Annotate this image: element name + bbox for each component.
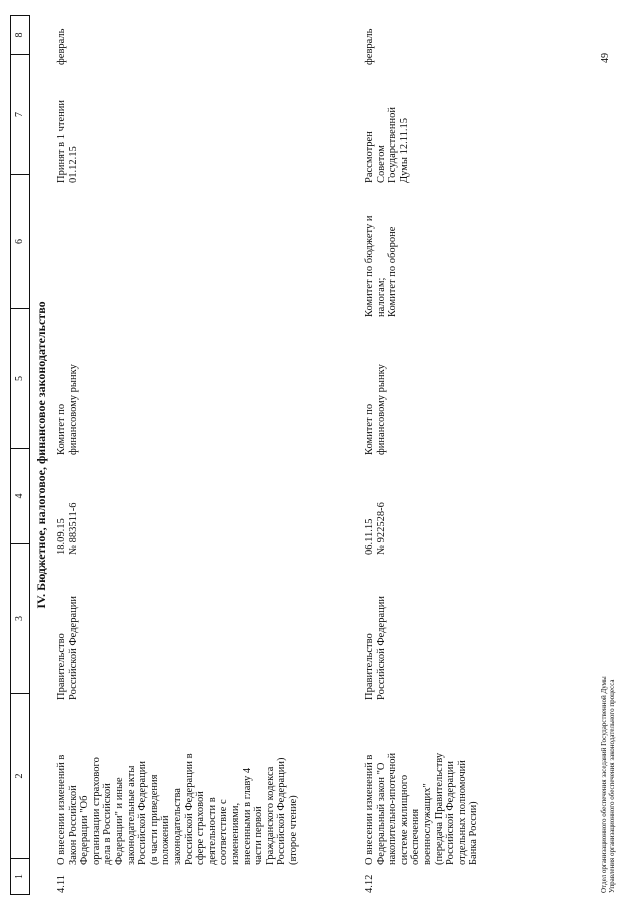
planned-month: февраль (56, 28, 67, 65)
responsible-committee: Комитет по финансовому рынку (364, 364, 387, 455)
bill-title: О внесении изменений в Федеральный закон "О накопительно-ипотечной системе жилищного обеспечения военнослужащих" (передача Правительству Российской Федерации отдельных полномочий Банка России) (364, 752, 480, 865)
column-header-6: 6 (11, 174, 29, 308)
bill-title: О внесении изменений в Закон Российской Федерации "Об организации страхового дела в Российской Федерации" и иные законодательные акты Российской Федерации (в части приведения положений законодательства Российской Федерации в сфере страховой деятельности в соответствие с изменениями, внесенными в главу 4 части первой Гражданского кодекса Российской Федерации) (второе чтение) (56, 753, 299, 865)
planned-month: февраль (364, 28, 375, 65)
co-committees: Комитет по бюджету и налогам; Комитет по обороне (364, 215, 399, 317)
date-number: 06.11.15 № 922528-6 (364, 502, 387, 555)
row-number: 4.12 (364, 874, 375, 893)
column-header-3: 3 (11, 543, 29, 693)
column-header-5: 5 (11, 308, 29, 448)
bill-status: Рассмотрен Советом Государственной Думы 12.11.15 (364, 107, 410, 183)
footer-directorate: Управления организационного обеспечения законодательного процесса (608, 679, 616, 893)
row-number: 4.11 (56, 875, 67, 893)
column-header-4: 4 (11, 448, 29, 543)
footer-department: Отдел организационного обеспечения заседаний Государственной Думы (600, 676, 608, 893)
initiator: Правительство Российской Федерации (56, 596, 79, 700)
column-header-8: 8 (14, 32, 25, 38)
column-header-row (10, 15, 30, 895)
bill-status: Принят в 1 чтении 01.12.15 (56, 100, 79, 183)
initiator: Правительство Российской Федерации (364, 596, 387, 700)
section-title: IV. Бюджетное, налоговое, финансовое законодательство (34, 301, 48, 609)
column-header-1: 1 (11, 858, 29, 894)
date-number: 18.09.15 № 883511-6 (56, 502, 79, 555)
responsible-committee: Комитет по финансовому рынку (56, 364, 79, 455)
page-number: 49 (600, 53, 611, 63)
column-header-2: 2 (11, 693, 29, 858)
column-header-7: 7 (11, 54, 29, 174)
